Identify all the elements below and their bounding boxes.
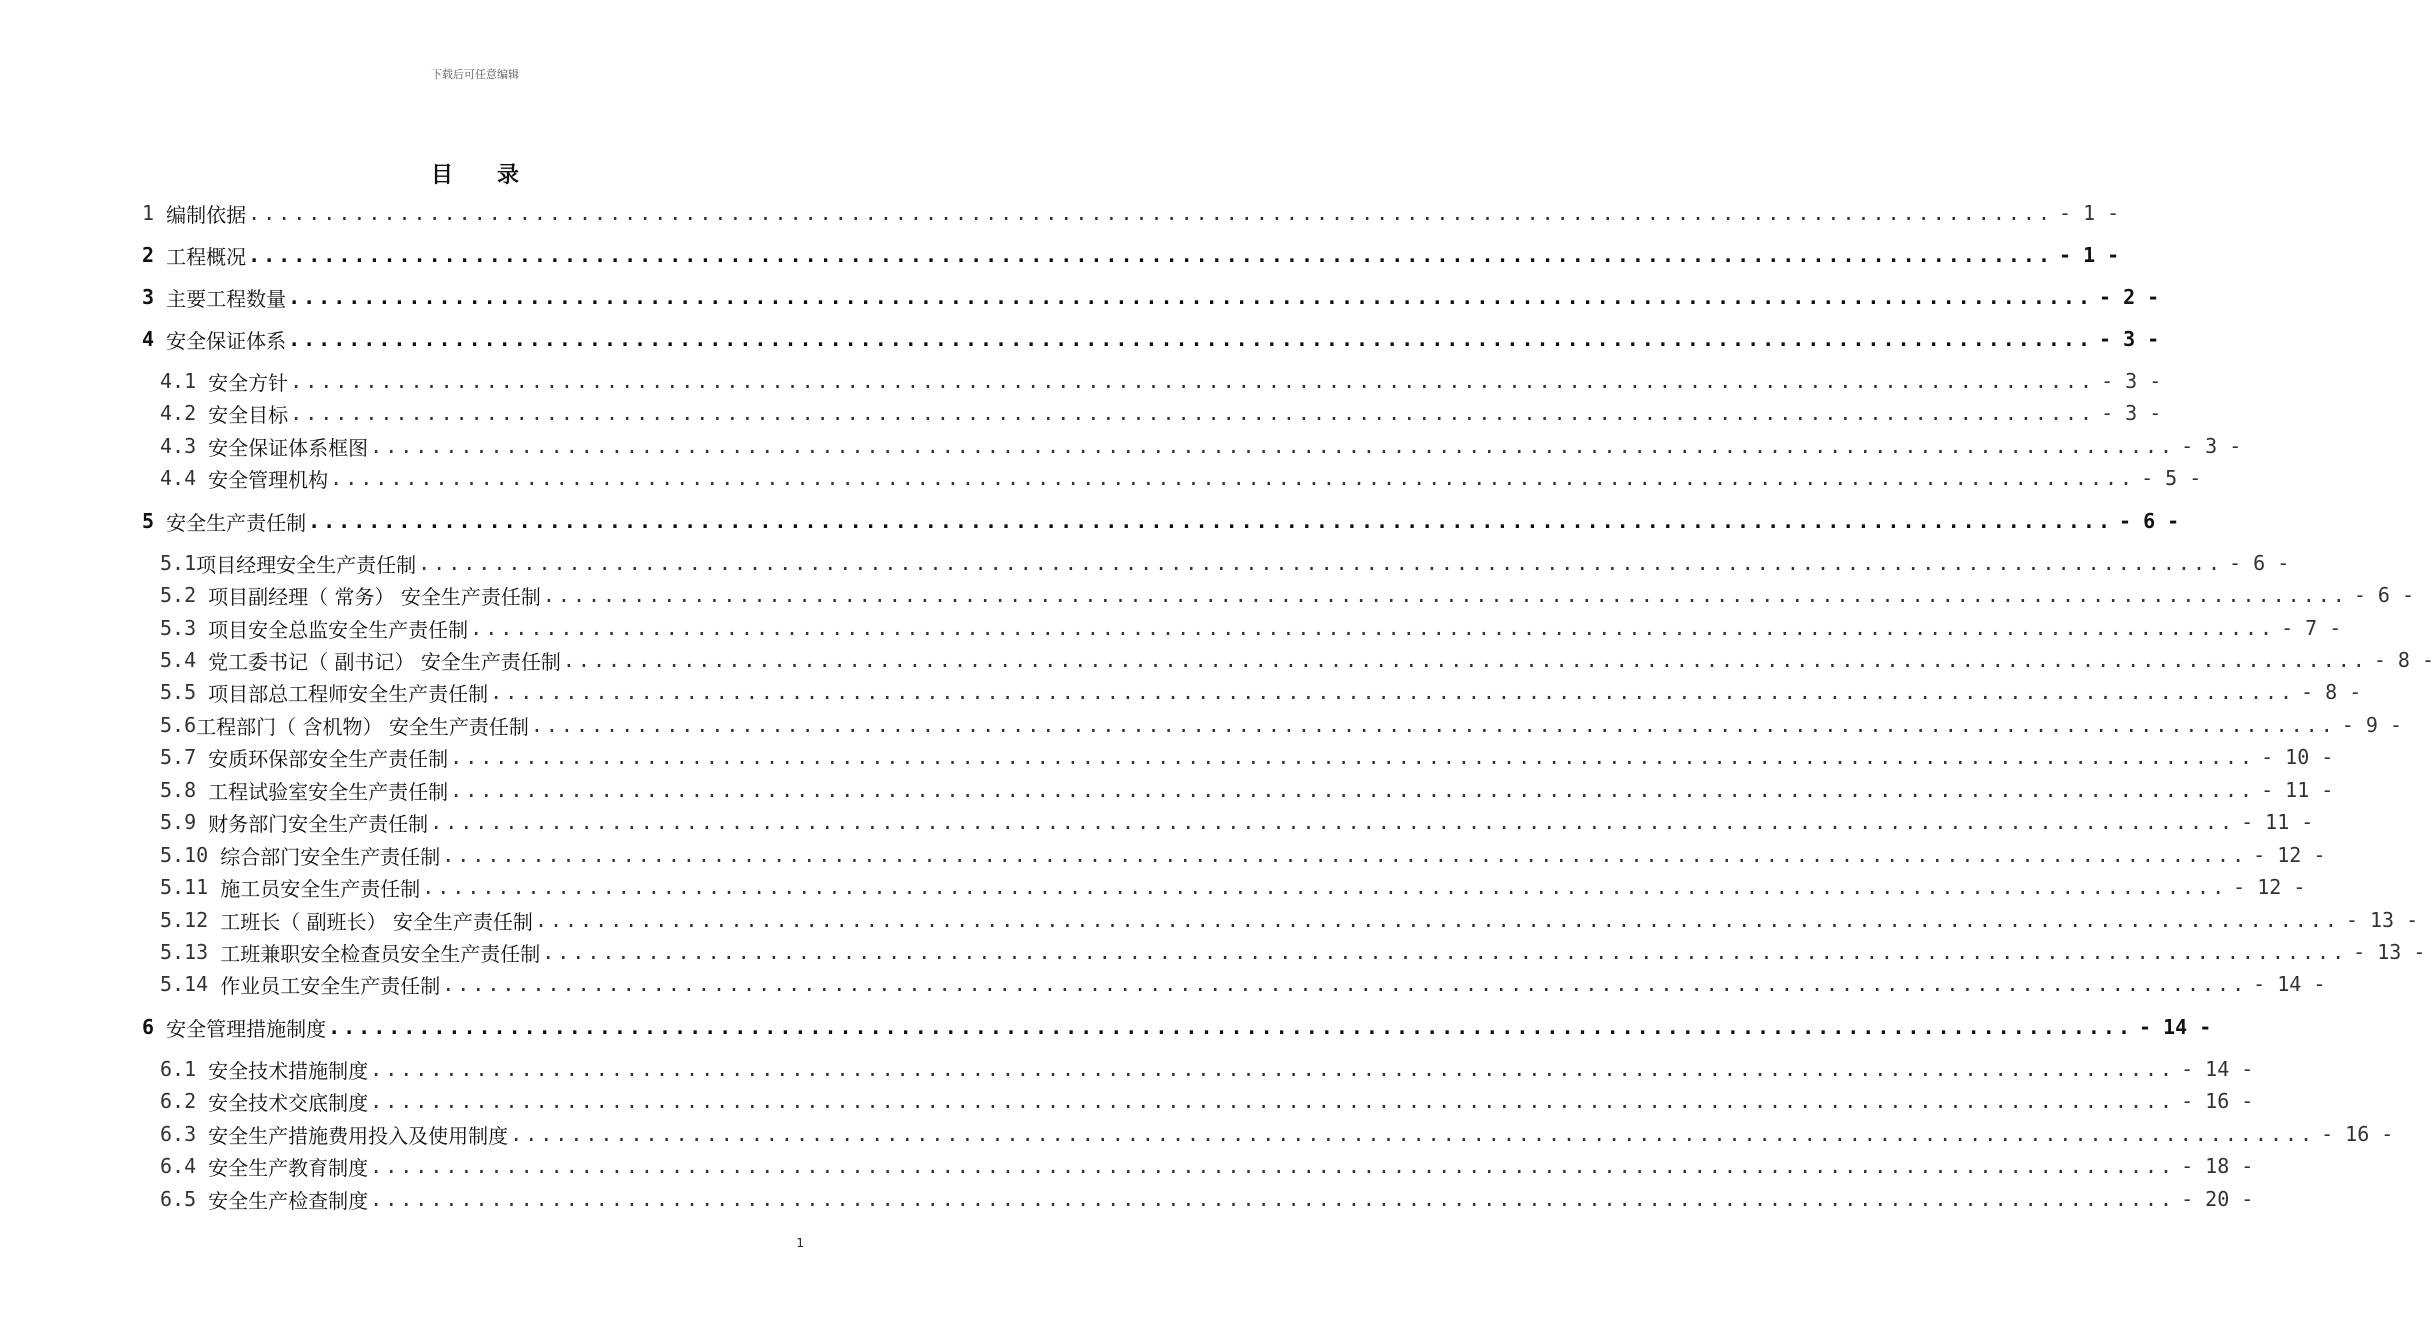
toc-entry-number: 5.4	[160, 648, 209, 672]
toc-entry[interactable]	[0, 775, 2334, 805]
toc-entry-title: 工班兼职安全检查员安全生产责任制	[220, 941, 541, 966]
toc-dot-leader: ........................................................................................................................	[290, 401, 2096, 425]
toc-entry-number: 5.2	[160, 583, 209, 607]
toc-entry-title: 编制依据	[166, 202, 247, 227]
toc-dot-leader: ........................................................................................................................	[534, 908, 2340, 932]
toc-entry[interactable]	[0, 872, 2306, 902]
toc-entry-number: 4.3	[160, 434, 209, 458]
toc-dot-leader: ........................................................................................................................	[542, 940, 2348, 964]
toc-entry[interactable]	[0, 645, 2434, 675]
toc-entry[interactable]	[0, 1012, 2212, 1042]
toc-entry[interactable]	[0, 282, 2160, 312]
header-note: 下载后可任意编辑	[431, 68, 519, 81]
toc-entry-number: 5.1	[160, 551, 197, 575]
toc-entry[interactable]	[0, 240, 2120, 270]
toc-entry-title: 项目副经理（ 常务） 安全生产责任制	[208, 584, 541, 609]
toc-entry-title: 安全生产教育制度	[208, 1155, 369, 1180]
toc-entry-title: 安质环保部安全生产责任制	[208, 746, 449, 771]
toc-entry[interactable]	[0, 937, 2426, 967]
toc-dot-leader: ........................................................................................................................	[370, 1187, 2176, 1211]
toc-entry[interactable]	[0, 398, 2162, 428]
toc-entry-page: - 7 -	[2281, 616, 2342, 640]
toc-entry[interactable]	[0, 431, 2242, 461]
toc-entry[interactable]	[0, 677, 2362, 707]
toc-entry[interactable]	[0, 1151, 2254, 1181]
toc-entry[interactable]	[0, 969, 2326, 999]
toc-dot-leader: ........................................................................................................................	[430, 810, 2236, 834]
toc-entry-title: 党工委书记（ 副书记） 安全生产责任制	[208, 649, 561, 674]
toc-entry[interactable]	[0, 506, 2180, 536]
toc-entry-number: 1	[142, 201, 167, 225]
toc-dot-leader: ........................................................................................................................	[288, 285, 2094, 309]
toc-dot-leader: ........................................................................................................................	[542, 583, 2348, 607]
toc-dot-leader: ........................................................................................................................	[248, 201, 2054, 225]
toc-entry-page: - 14 -	[2181, 1057, 2254, 1081]
toc-dot-leader: ........................................................................................................................	[442, 972, 2248, 996]
toc-entry-page: - 16 -	[2321, 1122, 2394, 1146]
toc-dot-leader: ........................................................................................................................	[370, 434, 2176, 458]
toc-entry-title: 综合部门安全生产责任制	[220, 844, 441, 869]
toc-entry[interactable]	[0, 324, 2160, 354]
toc-entry[interactable]	[0, 613, 2342, 643]
toc-entry-number: 5.13	[160, 940, 221, 964]
toc-entry-number: 4.2	[160, 401, 209, 425]
toc-entry-page: - 12 -	[2253, 843, 2326, 867]
toc-entry[interactable]	[0, 807, 2314, 837]
toc-entry-title: 安全生产检查制度	[208, 1188, 369, 1213]
toc-entry-title: 安全保证体系	[166, 328, 287, 353]
toc-entry-page: - 14 -	[2253, 972, 2326, 996]
toc-entry[interactable]	[0, 463, 2202, 493]
toc-dot-leader: ........................................................................................................................	[370, 1057, 2176, 1081]
toc-entry-number: 5.14	[160, 972, 221, 996]
toc-entry-number: 5.9	[160, 810, 209, 834]
toc-dot-leader: ........................................................................................................................	[370, 1154, 2176, 1178]
toc-dot-leader: ........................................................................................................................	[422, 875, 2228, 899]
toc-dot-leader: ........................................................................................................................	[288, 327, 2094, 351]
toc-entry-number: 5.8	[160, 778, 209, 802]
toc-entry-page: - 13 -	[2353, 940, 2426, 964]
toc-entry-number: 3	[142, 285, 167, 309]
toc-dot-leader: ........................................................................................................................	[442, 843, 2248, 867]
toc-dot-leader: ........................................................................................................................	[530, 713, 2336, 737]
toc-entry-page: - 6 -	[2229, 551, 2290, 575]
toc-entry-title: 施工员安全生产责任制	[220, 876, 421, 901]
toc-entry-number: 6.4	[160, 1154, 209, 1178]
toc-entry[interactable]	[0, 1184, 2254, 1214]
toc-entry-number: 5	[142, 509, 167, 533]
toc-entry-title: 工程概况	[166, 244, 247, 269]
toc-dot-leader: ........................................................................................................................	[490, 680, 2296, 704]
toc-entry-page: - 18 -	[2181, 1154, 2254, 1178]
toc-entry-page: - 9 -	[2341, 713, 2402, 737]
toc-entry-title: 安全生产措施费用投入及使用制度	[208, 1123, 509, 1148]
toc-entry-title: 主要工程数量	[166, 286, 287, 311]
toc-entry-page: - 8 -	[2301, 680, 2362, 704]
toc-entry-page: - 13 -	[2345, 908, 2419, 932]
toc-entry[interactable]	[0, 1119, 2394, 1149]
toc-dot-leader: ........................................................................................................................	[308, 509, 2114, 533]
toc-entry-title: 安全管理机构	[208, 467, 329, 492]
toc-dot-leader: ........................................................................................................................	[450, 745, 2256, 769]
toc-entry-title: 财务部门安全生产责任制	[208, 811, 429, 836]
toc-dot-leader: ........................................................................................................................	[248, 243, 2054, 267]
toc-entry-number: 5.3	[160, 616, 209, 640]
toc-entry-title: 项目经理安全生产责任制	[196, 552, 417, 577]
toc-dot-leader: ........................................................................................................................	[470, 616, 2276, 640]
toc-entry-number: 6.1	[160, 1057, 209, 1081]
toc-entry-page: - 5 -	[2141, 466, 2202, 490]
toc-entry-title: 安全生产责任制	[166, 510, 307, 535]
toc-entry-page: - 6 -	[2353, 583, 2415, 607]
toc-entry-number: 5.5	[160, 680, 209, 704]
toc-entry-title: 安全技术措施制度	[208, 1058, 369, 1083]
toc-entry-page: - 10 -	[2261, 745, 2334, 769]
toc-entry-number: 6.3	[160, 1122, 209, 1146]
toc-dot-leader: ........................................................................................................................	[450, 778, 2256, 802]
toc-entry-number: 5.12	[160, 908, 221, 932]
toc-dot-leader: ........................................................................................................................	[562, 648, 2368, 672]
toc-entry-page: - 3 -	[2101, 401, 2162, 425]
toc-entry-page: - 20 -	[2181, 1187, 2254, 1211]
toc-entry[interactable]	[0, 905, 2419, 935]
toc-entry[interactable]	[0, 1054, 2254, 1084]
toc-entry-page: - 14 -	[2139, 1015, 2212, 1039]
toc-entry-title: 安全管理措施制度	[166, 1016, 327, 1041]
toc-entry-title: 安全保证体系框图	[208, 435, 369, 460]
toc-entry[interactable]	[0, 366, 2162, 396]
toc-entry-number: 2	[142, 243, 167, 267]
toc-entry-title: 工程部门（ 含机物） 安全生产责任制	[196, 714, 529, 739]
toc-entry-title: 工班长（ 副班长） 安全生产责任制	[220, 909, 533, 934]
toc-entry[interactable]	[0, 1086, 2254, 1116]
toc-entry[interactable]	[0, 580, 2415, 610]
toc-entry-page: - 6 -	[2119, 509, 2180, 533]
toc-entry-title: 工程试验室安全生产责任制	[208, 779, 449, 804]
toc-entry[interactable]	[0, 710, 2402, 740]
toc-entry-page: - 3 -	[2099, 327, 2160, 351]
toc-dot-leader: ........................................................................................................................	[290, 369, 2096, 393]
toc-entry[interactable]	[0, 548, 2290, 578]
toc-entry-page: - 3 -	[2181, 434, 2242, 458]
toc-entry[interactable]	[0, 742, 2334, 772]
page-title: 目录	[430, 163, 563, 188]
page-number: 1	[796, 1236, 804, 1250]
toc-entry-title: 项目部总工程师安全生产责任制	[208, 681, 489, 706]
toc-entry-title: 安全方针	[208, 370, 289, 395]
toc-entry-number: 4.1	[160, 369, 209, 393]
toc-entry-page: - 11 -	[2261, 778, 2334, 802]
toc-entry-number: 5.6	[160, 713, 197, 737]
toc-entry-page: - 8 -	[2373, 648, 2434, 672]
toc-dot-leader: ........................................................................................................................	[510, 1122, 2316, 1146]
toc-entry-title: 作业员工安全生产责任制	[220, 973, 441, 998]
toc-dot-leader: ........................................................................................................................	[328, 1015, 2134, 1039]
toc-entry-page: - 3 -	[2101, 369, 2162, 393]
toc-dot-leader: ........................................................................................................................	[330, 466, 2136, 490]
toc-entry-number: 4	[142, 327, 167, 351]
toc-entry-page: - 1 -	[2059, 243, 2120, 267]
toc-entry[interactable]	[0, 840, 2326, 870]
toc-entry-page: - 1 -	[2059, 201, 2120, 225]
toc-entry-title: 安全目标	[208, 402, 289, 427]
toc-dot-leader: ........................................................................................................................	[370, 1089, 2176, 1113]
toc-entry-page: - 2 -	[2099, 285, 2160, 309]
toc-entry[interactable]	[0, 198, 2120, 228]
toc-entry-title: 项目安全总监安全生产责任制	[208, 617, 469, 642]
toc-entry-number: 6	[142, 1015, 167, 1039]
toc-dot-leader: ........................................................................................................................	[418, 551, 2224, 575]
toc-entry-number: 6.5	[160, 1187, 209, 1211]
toc-entry-page: - 12 -	[2233, 875, 2306, 899]
toc-entry-page: - 11 -	[2241, 810, 2314, 834]
toc-entry-number: 5.11	[160, 875, 221, 899]
toc-entry-number: 5.10	[160, 843, 221, 867]
toc-entry-title: 安全技术交底制度	[208, 1090, 369, 1115]
toc-entry-number: 5.7	[160, 745, 209, 769]
toc-entry-number: 6.2	[160, 1089, 209, 1113]
toc-entry-page: - 16 -	[2181, 1089, 2254, 1113]
toc-entry-number: 4.4	[160, 466, 209, 490]
